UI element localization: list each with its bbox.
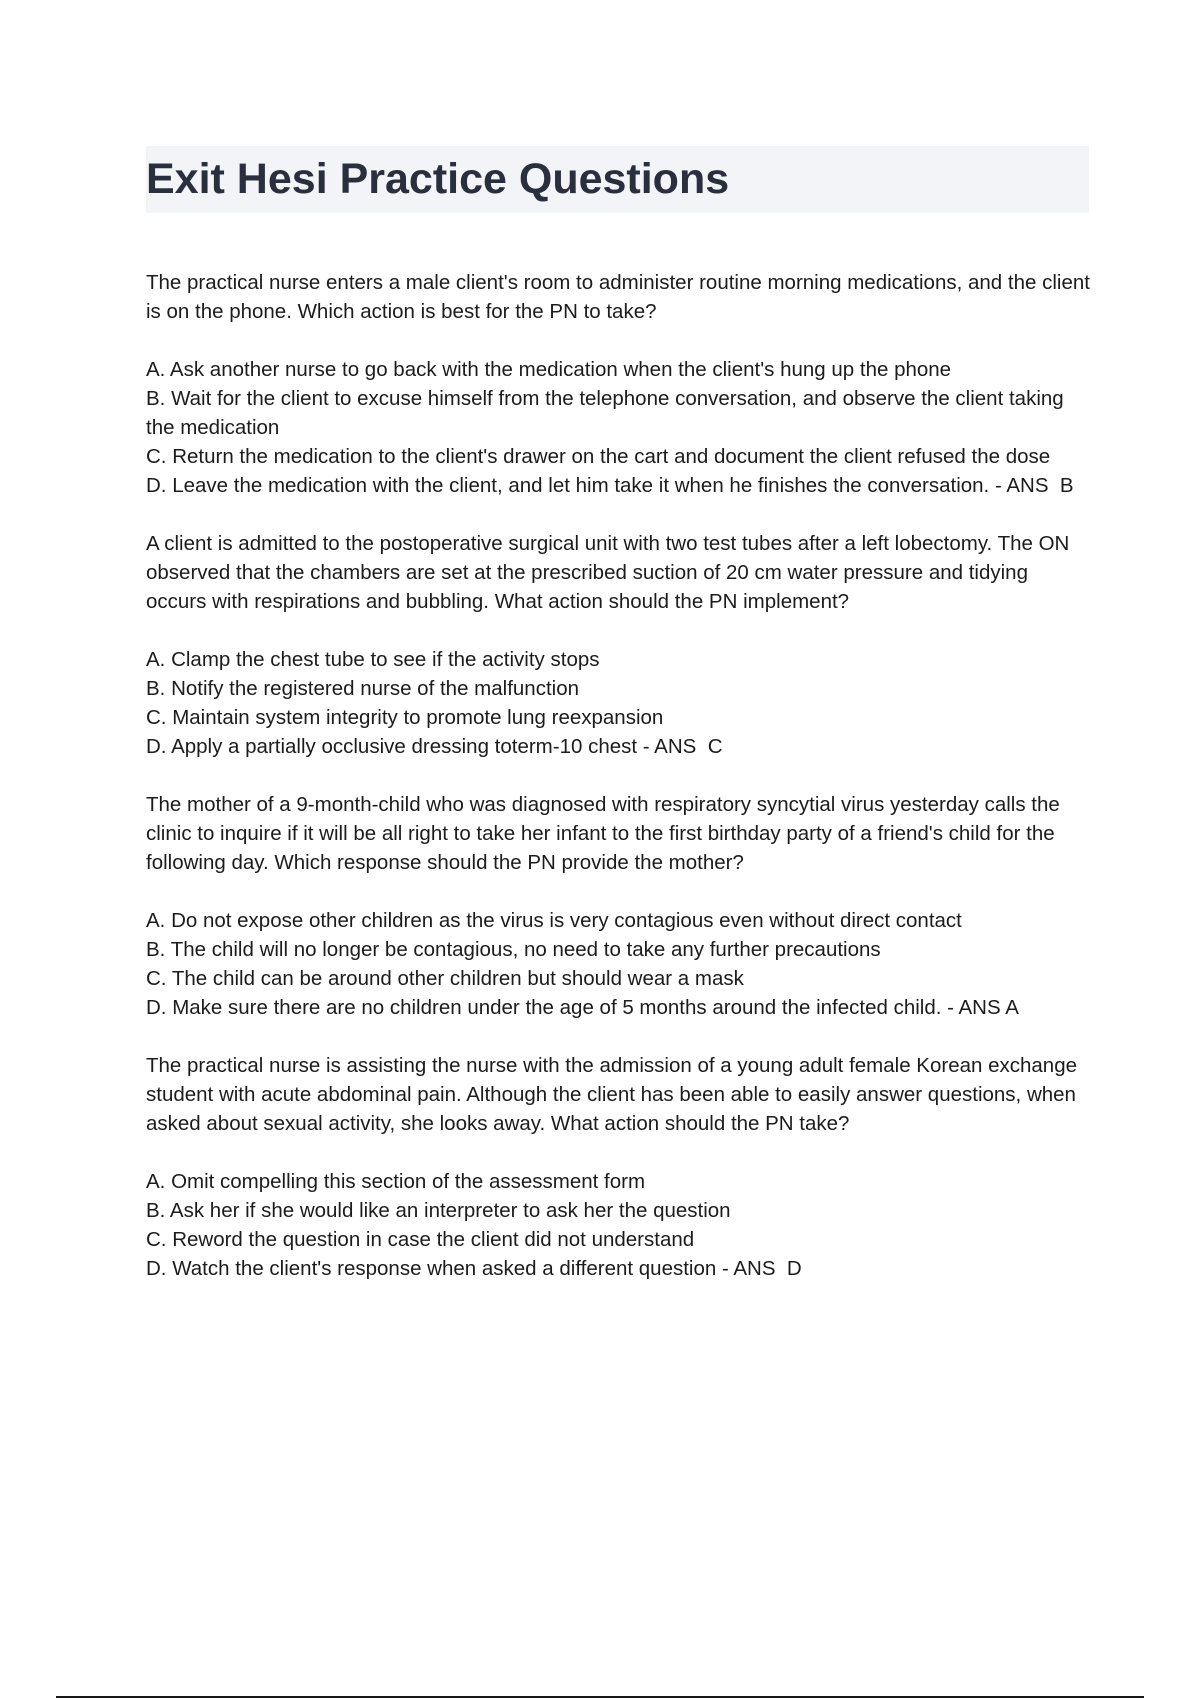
question-stem: The practical nurse is assisting the nurse with the admission of a young adult female Korean exchange student with acute abdominal pain. Although the client has been able to easily answer questions, when asked about sexual activity, she looks away. What action should the PN take?: [146, 1054, 1083, 1135]
answer-option: C. Return the medication to the client's drawer on the cart and document the client refused the dose: [146, 445, 1051, 468]
footer-divider: [56, 1696, 1144, 1698]
answer-options: [146, 645, 1091, 761]
answer-option: B. Wait for the client to excuse himself from the telephone conversation, and observe the client taking the medication: [146, 387, 1070, 439]
answer-options: [146, 1167, 1091, 1283]
questions-content: [146, 268, 1096, 1283]
question-3: [146, 790, 1091, 1022]
answer-option: D. Apply a partially occlusive dressing toterm-10 chest - ANS C: [146, 735, 723, 758]
question-2: [146, 529, 1091, 761]
answer-option: D. Leave the medication with the client, and let him take it when he finishes the conversation. - ANS B: [146, 474, 1074, 497]
answer-option: C. Reword the question in case the client did not understand: [146, 1228, 695, 1251]
answer-option: B. Notify the registered nurse of the malfunction: [146, 677, 580, 700]
answer-option: A. Clamp the chest tube to see if the activity stops: [146, 648, 600, 671]
answer-options: [146, 906, 1091, 1022]
answer-option: C. Maintain system integrity to promote lung reexpansion: [146, 706, 664, 729]
question-4: [146, 1051, 1091, 1283]
question-stem: The practical nurse enters a male client's room to administer routine morning medications, and the client is on the phone. Which action is best for the PN to take?: [146, 271, 1096, 323]
question-1: [146, 268, 1096, 500]
title-band: [146, 146, 1089, 213]
question-stem: A client is admitted to the postoperative surgical unit with two test tubes after a left lobectomy. The ON observed that the chambers are set at the prescribed suction of 20 cm water pressure and tidying occurs with respirations and bubbling. What action should the PN implement?: [146, 532, 1076, 613]
answer-option: B. Ask her if she would like an interpreter to ask her the question: [146, 1199, 731, 1222]
answer-option: D. Watch the client's response when asked a different question - ANS D: [146, 1257, 802, 1280]
document-title: Exit Hesi Practice Questions: [146, 155, 730, 203]
answer-option: C. The child can be around other children but should wear a mask: [146, 967, 744, 990]
answer-option: D. Make sure there are no children under the age of 5 months around the infected child. - ANS A: [146, 996, 1019, 1019]
answer-options: [146, 355, 1091, 500]
answer-option: A. Do not expose other children as the virus is very contagious even without direct contact: [146, 909, 962, 932]
answer-option: A. Ask another nurse to go back with the medication when the client's hung up the phone: [146, 358, 952, 381]
answer-option: B. The child will no longer be contagious, no need to take any further precautions: [146, 938, 881, 961]
question-stem: The mother of a 9-month-child who was diagnosed with respiratory syncytial virus yesterday calls the clinic to inquire if it will be all right to take her infant to the first birthday party of a friend's child for the following day. Which response should the PN provide the mother?: [146, 793, 1066, 874]
answer-option: A. Omit compelling this section of the assessment form: [146, 1170, 646, 1193]
